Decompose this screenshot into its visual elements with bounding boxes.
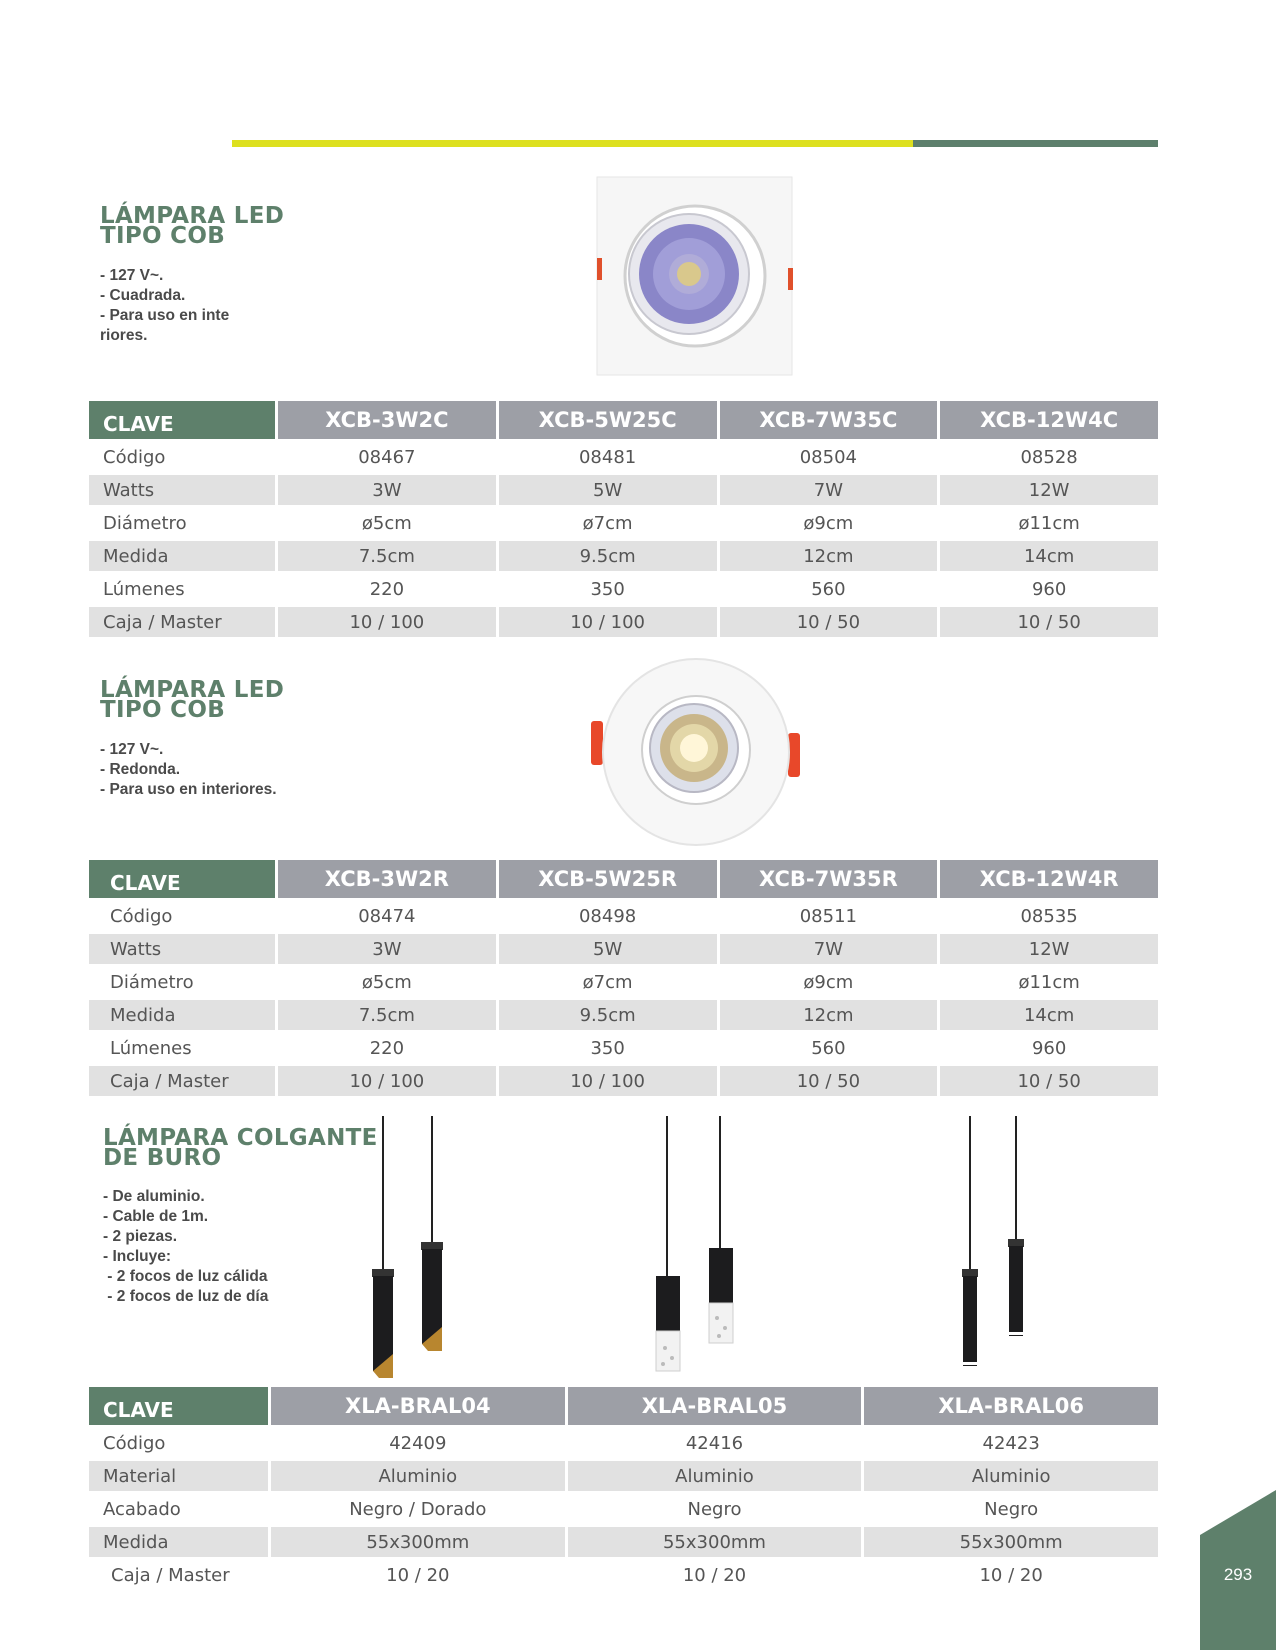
- table-row: [89, 1033, 1158, 1063]
- section3-title: [103, 1125, 378, 1171]
- pendant-lamp-bral05-image: [645, 1116, 745, 1381]
- feature-item: - 2 focos de luz cálida: [103, 1268, 268, 1285]
- cell: 960: [1031, 1037, 1067, 1059]
- cell: Negro: [984, 1498, 1039, 1520]
- model-header: XCB-12W4R: [940, 860, 1158, 898]
- model-header: XLA-BRAL05: [568, 1387, 862, 1425]
- table-row: [89, 1428, 1158, 1458]
- table-row: [89, 934, 1158, 964]
- cell: Negro: [687, 1498, 742, 1520]
- table-row: [89, 1000, 1158, 1030]
- table-row: [89, 901, 1158, 931]
- cell: 55x300mm: [568, 1527, 862, 1557]
- section2-title-line2: TIPO COB: [100, 697, 226, 723]
- cell: ø9cm: [803, 971, 854, 993]
- cell: 42416: [685, 1432, 744, 1454]
- cell: 08535: [1020, 905, 1078, 927]
- cell: 10 / 100: [278, 607, 496, 637]
- section2-spec-table: [86, 857, 1161, 1099]
- section3-features: [103, 1187, 268, 1307]
- table-row: [89, 1066, 1158, 1096]
- cell: 3W: [278, 475, 496, 505]
- row-label: Medida: [89, 1527, 268, 1557]
- cell: 10 / 100: [499, 1066, 717, 1096]
- table-row: [89, 475, 1158, 505]
- cell: 7.5cm: [278, 1000, 496, 1030]
- cell: 560: [811, 1037, 846, 1059]
- row-label: Medida: [89, 541, 275, 571]
- section1-title: [100, 203, 285, 249]
- square-cob-lamp-image: [595, 174, 795, 379]
- cell: ø9cm: [803, 512, 854, 534]
- table-row: [89, 607, 1158, 637]
- cell: 560: [811, 578, 846, 600]
- cell: 10 / 50: [720, 607, 938, 637]
- cell: ø5cm: [361, 512, 412, 534]
- clave-header: CLAVE: [89, 860, 275, 898]
- cell: 350: [590, 1037, 625, 1059]
- cell: 7W: [720, 934, 938, 964]
- row-label: Lúmenes: [89, 574, 275, 604]
- cell: 10 / 100: [278, 1066, 496, 1096]
- row-label: Medida: [89, 1000, 275, 1030]
- row-label: Código: [89, 1428, 268, 1458]
- model-header: XCB-3W2R: [278, 860, 496, 898]
- cell: 55x300mm: [271, 1527, 565, 1557]
- table-row: [89, 508, 1158, 538]
- table-header-row: [89, 401, 1158, 439]
- model-header: XCB-5W25C: [499, 401, 717, 439]
- feature-item: - Para uso en inte: [100, 307, 230, 324]
- model-header: XCB-5W25R: [499, 860, 717, 898]
- cell: 5W: [499, 934, 717, 964]
- cell: 42409: [389, 1432, 447, 1454]
- cell: 5W: [499, 475, 717, 505]
- accent-bar-green: [913, 140, 1158, 147]
- cell: 12cm: [720, 1000, 938, 1030]
- row-label: Watts: [89, 475, 275, 505]
- cell: 08474: [358, 905, 416, 927]
- cell: 42423: [982, 1432, 1040, 1454]
- cell: 7.5cm: [278, 541, 496, 571]
- feature-item: - 2 piezas.: [103, 1228, 178, 1245]
- section1-title-line1: LÁMPARA LED: [100, 203, 285, 229]
- cell: 10 / 50: [940, 607, 1158, 637]
- cell: Negro / Dorado: [349, 1498, 487, 1520]
- table-header-row: [89, 1387, 1158, 1425]
- cell: 14cm: [940, 541, 1158, 571]
- table-header-row: [89, 860, 1158, 898]
- feature-item: - 2 focos de luz de día: [103, 1288, 269, 1305]
- table-row: [89, 967, 1158, 997]
- row-label: Caja / Master: [89, 1560, 268, 1590]
- feature-item: - De aluminio.: [103, 1188, 205, 1205]
- row-label: Código: [89, 442, 275, 472]
- feature-item: - Cuadrada.: [100, 287, 186, 304]
- section3-title-line2: DE BURO: [103, 1145, 222, 1171]
- feature-item: - 127 V~.: [100, 741, 164, 758]
- cell: ø11cm: [1018, 512, 1080, 534]
- cell: 220: [369, 1037, 405, 1059]
- accent-bar-yellow: [232, 140, 913, 147]
- clave-header: CLAVE: [89, 401, 275, 439]
- cell: 08504: [799, 446, 857, 468]
- row-label: Material: [89, 1461, 268, 1491]
- clave-header: CLAVE: [89, 1387, 268, 1425]
- pendant-lamp-bral06-image: [950, 1116, 1030, 1381]
- table-row: [89, 1527, 1158, 1557]
- section1-spec-table: [86, 398, 1161, 640]
- feature-item: - Para uso en interiores.: [100, 781, 277, 798]
- feature-item: - Redonda.: [100, 761, 181, 778]
- row-label: Acabado: [89, 1494, 268, 1524]
- section3-title-line1: LÁMPARA COLGANTE: [103, 1125, 378, 1151]
- cell: 10 / 20: [386, 1564, 450, 1586]
- cell: 10 / 20: [682, 1564, 747, 1586]
- table-row: [89, 1494, 1158, 1524]
- cell: 9.5cm: [499, 541, 717, 571]
- cell: 9.5cm: [499, 1000, 717, 1030]
- cell: 350: [590, 578, 625, 600]
- table-row: [89, 442, 1158, 472]
- table-row: [89, 541, 1158, 571]
- row-label: Caja / Master: [89, 607, 275, 637]
- model-header: XCB-12W4C: [940, 401, 1158, 439]
- cell: 55x300mm: [864, 1527, 1158, 1557]
- section3-spec-table: [86, 1384, 1161, 1593]
- cell: Aluminio: [864, 1461, 1158, 1491]
- round-cob-lamp-image: [588, 655, 803, 850]
- cell: 08528: [1020, 446, 1078, 468]
- cell: 220: [369, 578, 405, 600]
- cell: 12W: [940, 934, 1158, 964]
- model-header: XCB-7W35R: [720, 860, 938, 898]
- model-header: XLA-BRAL04: [271, 1387, 565, 1425]
- cell: 08481: [578, 446, 637, 468]
- cell: 14cm: [940, 1000, 1158, 1030]
- table-row: [89, 1461, 1158, 1491]
- feature-item: - 127 V~.: [100, 267, 164, 284]
- feature-item: - Cable de 1m.: [103, 1208, 209, 1225]
- section1-title-line2: TIPO COB: [100, 223, 226, 249]
- section2-title-line1: LÁMPARA LED: [100, 677, 285, 703]
- cell: 08467: [358, 446, 416, 468]
- model-header: XCB-3W2C: [278, 401, 496, 439]
- page-number: 293: [1223, 1565, 1253, 1584]
- table-row: [89, 574, 1158, 604]
- row-label: Diámetro: [89, 967, 275, 997]
- row-label: Watts: [89, 934, 275, 964]
- section2-features: [100, 740, 277, 800]
- feature-item: riores.: [100, 327, 148, 344]
- cell: 10 / 50: [720, 1066, 938, 1096]
- cell: 12cm: [720, 541, 938, 571]
- cell: 960: [1031, 578, 1067, 600]
- cell: 08498: [578, 905, 637, 927]
- row-label: Caja / Master: [89, 1066, 275, 1096]
- model-header: XCB-7W35C: [720, 401, 938, 439]
- cell: 7W: [720, 475, 938, 505]
- cell: 3W: [278, 934, 496, 964]
- cell: 10 / 100: [499, 607, 717, 637]
- cell: Aluminio: [271, 1461, 565, 1491]
- row-label: Código: [89, 901, 275, 931]
- cell: ø11cm: [1018, 971, 1080, 993]
- feature-item: - Incluye:: [103, 1248, 172, 1265]
- row-label: Diámetro: [89, 508, 275, 538]
- model-header: XLA-BRAL06: [864, 1387, 1158, 1425]
- cell: 12W: [940, 475, 1158, 505]
- row-label: Lúmenes: [89, 1033, 275, 1063]
- pendant-lamp-bral04-image: [365, 1116, 465, 1381]
- table-row: [89, 1560, 1158, 1590]
- cell: 10 / 20: [979, 1564, 1043, 1586]
- cell: Aluminio: [568, 1461, 862, 1491]
- section1-features: [100, 266, 229, 346]
- cell: 10 / 50: [940, 1066, 1158, 1096]
- cell: ø7cm: [582, 512, 633, 534]
- section2-title: [100, 677, 285, 723]
- cell: ø5cm: [361, 971, 412, 993]
- cell: ø7cm: [582, 971, 633, 993]
- cell: 08511: [799, 905, 857, 927]
